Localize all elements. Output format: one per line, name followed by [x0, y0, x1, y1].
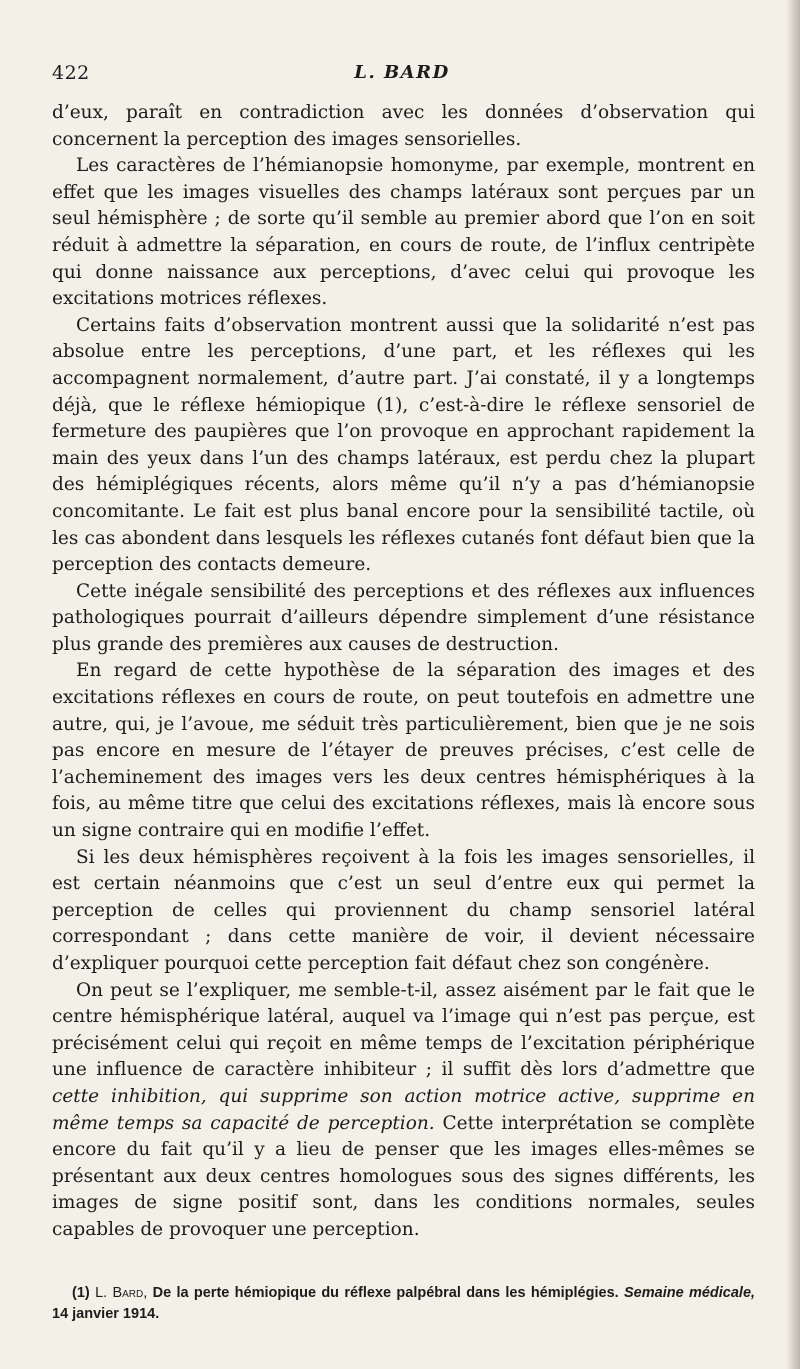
page-number: 422	[52, 62, 90, 84]
paragraph-continuation: d’eux, paraît en contradiction avec les données d’observation qui concernent la perception des images sensorielles.	[52, 102, 755, 150]
footnote	[52, 1283, 755, 1325]
footnote-date: 14 janvier 1914.	[52, 1306, 160, 1322]
footnote-marker: (1)	[72, 1285, 90, 1301]
footnote-author: L. Bard,	[95, 1285, 148, 1301]
paragraph-final	[52, 978, 755, 1244]
page-edge-shadow	[786, 0, 800, 1369]
paragraph: Certains faits d’observation montrent aussi que la solidarité n’est pas absolue entre les perceptions, d’une part, et les réflexes qui les accompagnent normalement, d’autre part. J’ai constaté, il y a longtemps déjà, que le réflexe hémiopique (1), c’est-à-dire le réflexe sensoriel de fermeture des paupières que l’on provoque en approchant rapidement la main des yeux dans l’un des champs latéraux, est perdu chez la plupart des hémiplégiques récents, alors même qu’il n’y a pas d’hémianopsie concomitante. Le fait est plus banal encore pour la sensibilité tactile, où les cas abondent dans lesquels les réflexes cutanés font défaut bien que la perception des contacts demeure.	[52, 314, 755, 576]
page-header	[52, 62, 752, 90]
paragraph: En regard de cette hypothèse de la séparation des images et des excitations réflexes en cours de route, on peut toutefois en admettre une autre, qui, je l’avoue, me séduit très particulièrement, bien que je ne sois pas encore en mesure de l’étayer de preuves précises, c’est celle de l’acheminement des images vers les deux centres hémisphériques à la fois, au même titre que celui des excitations réflexes, mais là encore sous un signe contraire qui en modifie l’effet.	[52, 660, 755, 842]
footnote-journal: Semaine médicale,	[624, 1285, 756, 1301]
paragraph: Cette inégale sensibilité des perceptions et des réflexes aux influences pathologiques pourrait d’ailleurs dépendre simplement d’une résistance plus grande des premières aux causes de destruction.	[52, 580, 755, 655]
paragraph-text: On peut se l’expliquer, me semble-t-il, assez aisément par le fait que le centre hémisphérique latéral, auquel va l’image qui n’est pas perçue, est précisément celui qui reçoit en même temps de l’excitation périphérique une influence de caractère inhibiteur ; il suffit dès lors d’admettre que	[52, 979, 755, 1081]
running-head: L. BARD	[354, 62, 450, 83]
body-text	[52, 100, 755, 1244]
footnote-title: De la perte hémiopique du réflexe palpébral dans les hémiplégies.	[152, 1285, 619, 1301]
italic-emphasis: cette inhibition, qui supprime son action motrice active, supprime en même temps sa capacité de perception.	[52, 1085, 755, 1134]
paragraph: Si les deux hémisphères reçoivent à la fois les images sensorielles, il est certain néanmoins que c’est un seul d’entre eux qui permet la perception de celles qui proviennent du champ sensoriel latéral correspondant ; dans cette manière de voir, il devient nécessaire d’expliquer pourquoi cette perception fait défaut chez son congénère.	[52, 846, 755, 974]
paragraph: Les caractères de l’hémianopsie homonyme, par exemple, montrent en effet que les images visuelles des champs latéraux sont perçues par un seul hémisphère ; de sorte qu’il semble au premier abord que l’on en soit réduit à admettre la séparation, en cours de route, de l’influx centripète qui donne naissance aux perceptions, d’avec celui qui provoque les excitations motrices réflexes.	[52, 155, 755, 310]
paragraph-text: Cette interprétation se complète encore du fait qu’il y a lieu de penser que les images elles-mêmes se présentant aux deux centres homologues sous des signes différents, les images de signe positif sont, dans les conditions normales, seules capables de provoquer une perception.	[52, 1112, 755, 1240]
